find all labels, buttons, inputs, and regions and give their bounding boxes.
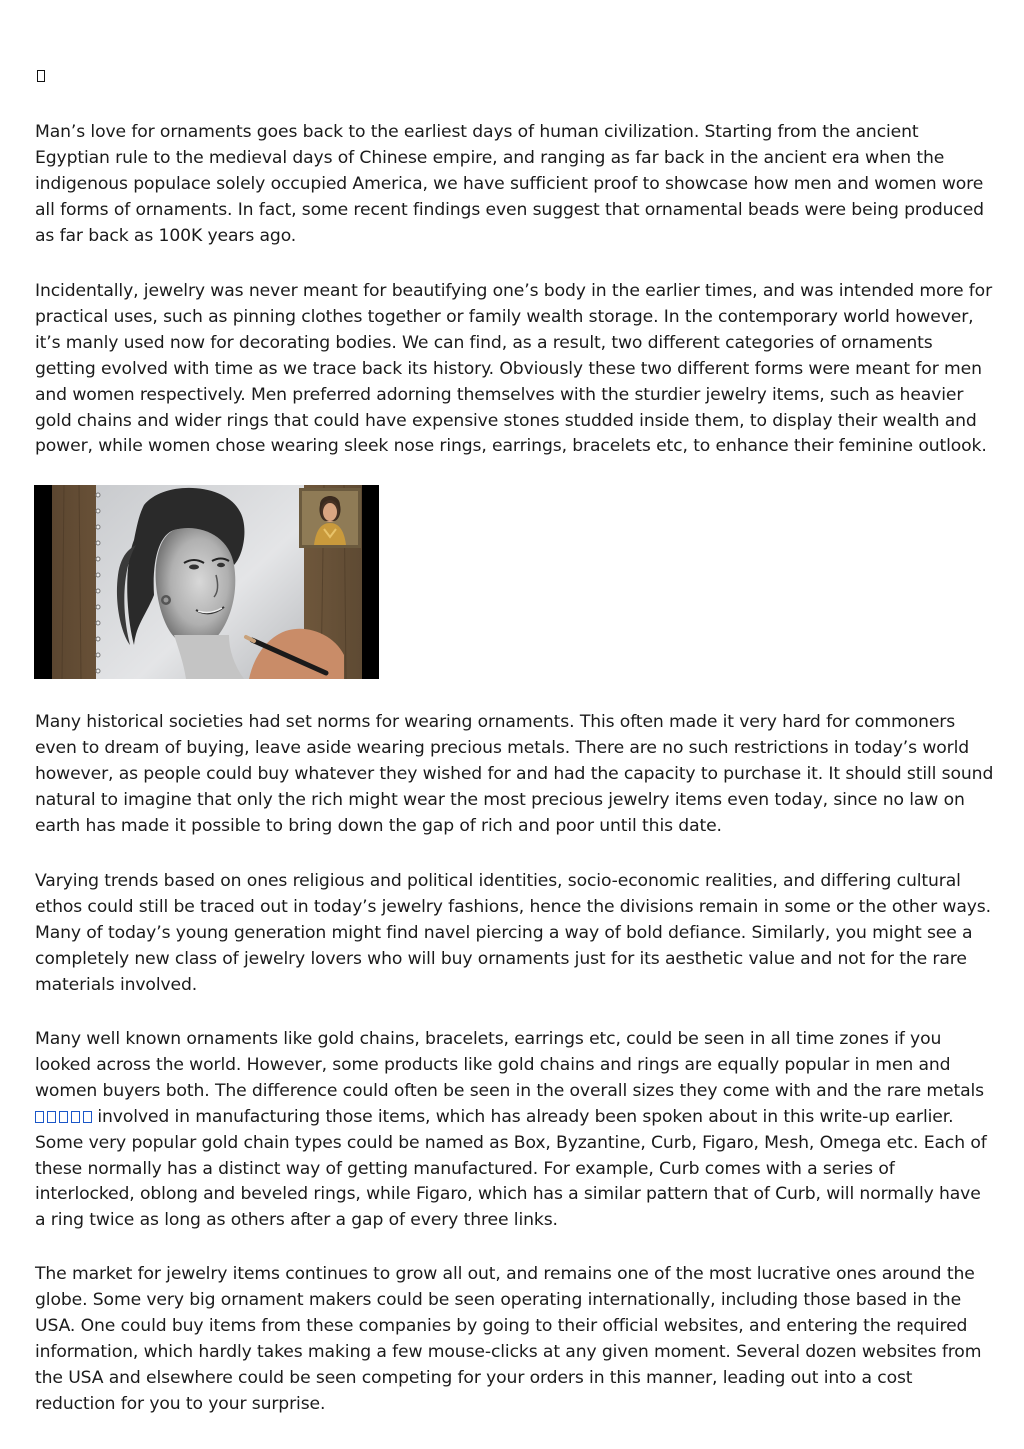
paragraph-market: The market for jewelry items continues to grow all out, and remains one of the most lucrative ones around the globe. Some very big ornament makers could be seen operating internationally, including those based in the USA. One could buy items from these companies by going to their official websites, and entering the required information, which hardly takes making a few mouse-clicks at any given moment. Several dozen websites from the USA and elsewhere could be seen competing for your orders in this manner, leading out into a cost reduction for you to your surprise. (35, 1264, 982, 1414)
paragraph-chain-types (35, 1027, 995, 1234)
missing-glyph-icon (37, 70, 45, 82)
inline-link[interactable] (35, 1107, 92, 1127)
link-glyphs (35, 1105, 92, 1131)
paragraph-history: Man’s love for ornaments goes back to the earliest days of human civilization. Starting from the ancient Egyptian rule to the medieval days of Chinese empire, and ranging as far back in the ancient era when the indigenous populace solely occupied America, we have sufficient proof to showcase how men and women wore all forms of ornaments. In fact, some recent findings even suggest that ornamental beads were being produced as far back as 100K years ago. (35, 122, 984, 246)
paragraph-chain-types-end: involved in manufacturing those items, which has already been spoken about in this write-up earlier. Some very popular gold chain types could be named as Box, Byzantine, Curb, Figaro, Mesh, Omega etc. Each of these normally has a distinct way of getting manufactured. For example, Curb comes with a series of interlocked, oblong and beveled rings, while Figaro, which has a similar pattern that of Curb, will normally have a ring twice as long as others after a gap of every three links. (35, 1106, 987, 1231)
portrait-drawing-image (34, 485, 379, 679)
paragraph-societies: Many historical societies had set norms for wearing ornaments. This often made it very hard for commoners even to dream of buying, leave aside wearing precious metals. There are no such restrictions in today’s world however, as people could buy whatever they wished for and had the capacity to purchase it. It should still sound natural to imagine that only the rich might wear the most precious jewelry items even today, since no law on earth has made it possible to bring down the gap of rich and poor until this date. (35, 712, 994, 836)
paragraph-purpose: Incidentally, jewelry was never meant for beautifying one’s body in the earlier times, and was intended more for practical uses, such as pinning clothes together or family wealth storage. In the contemporary world however, it’s manly used now for decorating bodies. We can find, as a result, two different categories of ornaments getting evolved with time as we trace back its history. Obviously these two different forms were meant for men and women respectively. Men preferred adorning themselves with the sturdier jewelry items, such as heavier gold chains and wider rings that could have expensive stones studded inside them, to display their wealth and power, while women chose wearing sleek nose rings, earrings, bracelets etc, to enhance their feminine outlook. (35, 281, 993, 457)
paragraph-trends: Varying trends based on ones religious and political identities, socio-economic realities, and differing cultural ethos could still be traced out in today’s jewelry fashions, hence the divisions remain in some or the other ways. Many of today’s young generation might find navel piercing a way of bold defiance. Similarly, you might see a completely new class of jewelry lovers who will buy ornaments just for its aesthetic value and not for the rare materials involved. (35, 871, 991, 995)
paragraph-chain-types-start: Many well known ornaments like gold chains, bracelets, earrings etc, could be seen in all time zones if you looked across the world. However, some products like gold chains and rings are equally popular in men and women buyers both. The difference could often be seen in the overall sizes they come with and the rare metals (35, 1029, 985, 1101)
